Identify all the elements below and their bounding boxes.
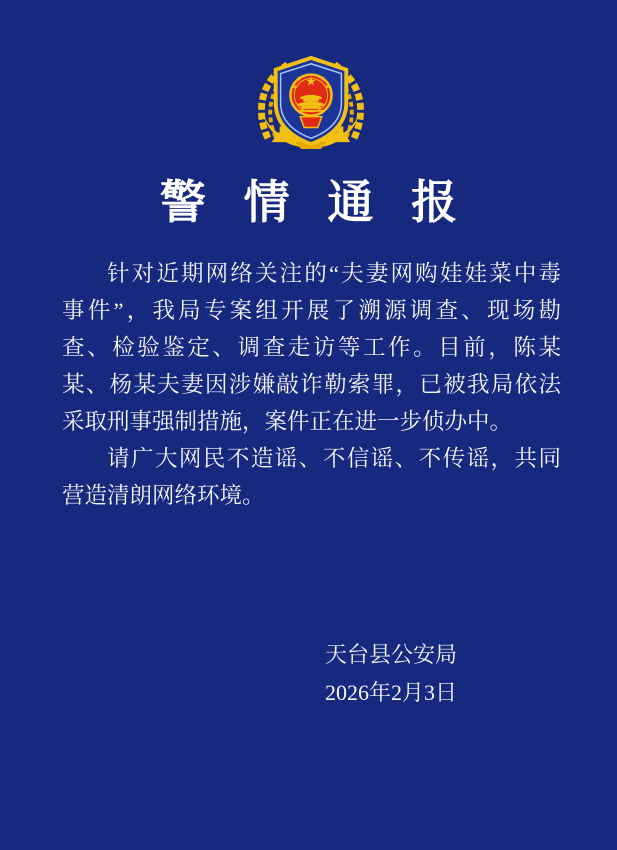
body-line: 请广大网民不造谣、不信谣、不传谣，共同 <box>107 446 561 471</box>
police-badge-emblem <box>252 52 370 150</box>
body-line: 查、检验鉴定、调查走访等工作。目前，陈某 <box>62 335 561 360</box>
notice-body <box>62 255 561 514</box>
police-badge-icon <box>252 52 370 150</box>
body-line: 某、杨某夫妻因涉嫌敲诈勒索罪，已被我局依法 <box>62 372 561 397</box>
issuer-name: 天台县公安局 <box>324 642 457 667</box>
signature-block <box>325 636 457 712</box>
body-line: 针对近期网络关注的“夫妻网购娃娃菜中毒 <box>107 261 561 286</box>
notice-title: 警情通报 <box>159 177 495 228</box>
body-line: 采取刑事强制措施，案件正在进一步侦办中。 <box>62 409 513 434</box>
body-line: 事件”，我局专案组开展了溯源调查、现场勘 <box>62 298 561 323</box>
body-line: 营造清朗网络环境。 <box>62 483 265 508</box>
notice-date: 2026年2月3日 <box>324 680 457 705</box>
